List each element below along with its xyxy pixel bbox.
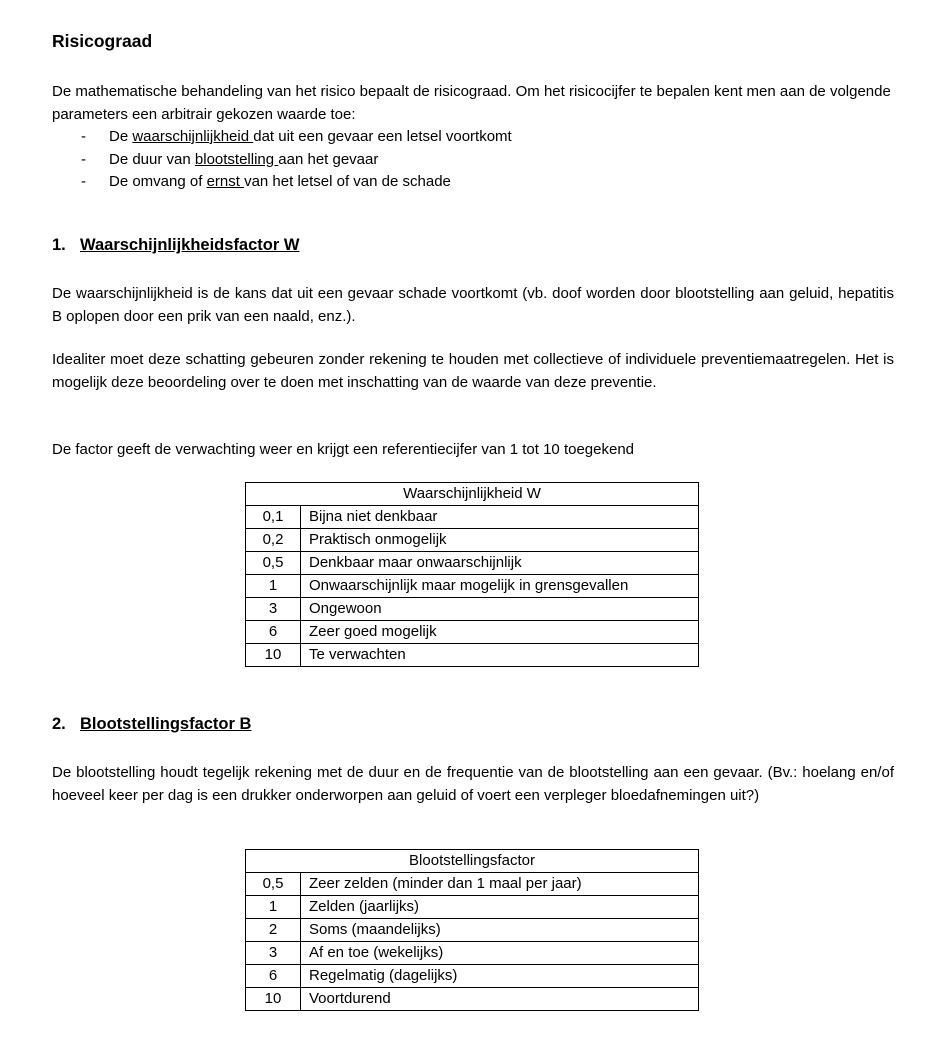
- table-row: 0,2 Praktisch onmogelijk: [246, 529, 699, 552]
- list-item: - De omvang of ernst van het letsel of van de schade: [52, 171, 894, 194]
- parameter-list: [52, 126, 894, 194]
- page-title: Risicograad: [52, 31, 153, 51]
- blootstelling-table: [245, 849, 699, 1011]
- section2-paragraph: De blootstelling houdt tegelijk rekening met de duur en de frequentie van de blootstelling aan een gevaar. (Bv.: hoelang en/of hoeveel keer per dag is een drukker onderworpen aan geluid of voert een verpleger bloedafnemingen uit?): [52, 764, 894, 804]
- table-row: 0,1 Bijna niet denkbaar: [246, 506, 699, 529]
- table-row: 2 Soms (maandelijks): [246, 919, 699, 942]
- list-item: - De duur van blootstelling aan het gevaar: [52, 149, 894, 172]
- table-row: 10 Te verwachten: [246, 644, 699, 667]
- intro-paragraph: De mathematische behandeling van het risico bepaalt de risicograad. Om het risicocijfer te bepalen kent men aan de volgende parameters een arbitrair gekozen waarde toe:: [52, 83, 891, 123]
- table-row: 10 Voortdurend: [246, 988, 699, 1011]
- table-row: 0,5 Denkbaar maar onwaarschijnlijk: [246, 552, 699, 575]
- section1-paragraph-2: Idealiter moet deze schatting gebeuren zonder rekening te houden met collectieve of individuele preventiemaatregelen. Het is mogelijk deze beoordeling over te doen met inschatting van de waarde van deze preventie.: [52, 351, 894, 391]
- table-row: 1 Zelden (jaarlijks): [246, 896, 699, 919]
- intro-block: [52, 81, 894, 194]
- waarschijnlijkheid-table: [245, 482, 699, 667]
- table-row: 3 Ongewoon: [246, 598, 699, 621]
- table-header: Waarschijnlijkheid W: [246, 483, 699, 506]
- section-heading-1: 1. Waarschijnlijkheidsfactor W: [52, 236, 300, 254]
- table-header: Blootstellingsfactor: [246, 850, 699, 873]
- table-row: 1 Onwaarschijnlijk maar mogelijk in grensgevallen: [246, 575, 699, 598]
- list-item: - De waarschijnlijkheid dat uit een gevaar een letsel voortkomt: [52, 126, 894, 149]
- table-row: 0,5 Zeer zelden (minder dan 1 maal per jaar): [246, 873, 699, 896]
- table-row: 6 Regelmatig (dagelijks): [246, 965, 699, 988]
- table-row: 6 Zeer goed mogelijk: [246, 621, 699, 644]
- table-row: 3 Af en toe (wekelijks): [246, 942, 699, 965]
- section1-paragraph-1: De waarschijnlijkheid is de kans dat uit een gevaar schade voortkomt (vb. doof worden door blootstelling aan geluid, hepatitis B oplopen door een prik van een naald, enz.).: [52, 285, 894, 325]
- section-heading-2: 2. Blootstellingsfactor B: [52, 715, 252, 733]
- section1-paragraph-3: De factor geeft de verwachting weer en krijgt een referentiecijfer van 1 tot 10 toegekend: [52, 441, 635, 458]
